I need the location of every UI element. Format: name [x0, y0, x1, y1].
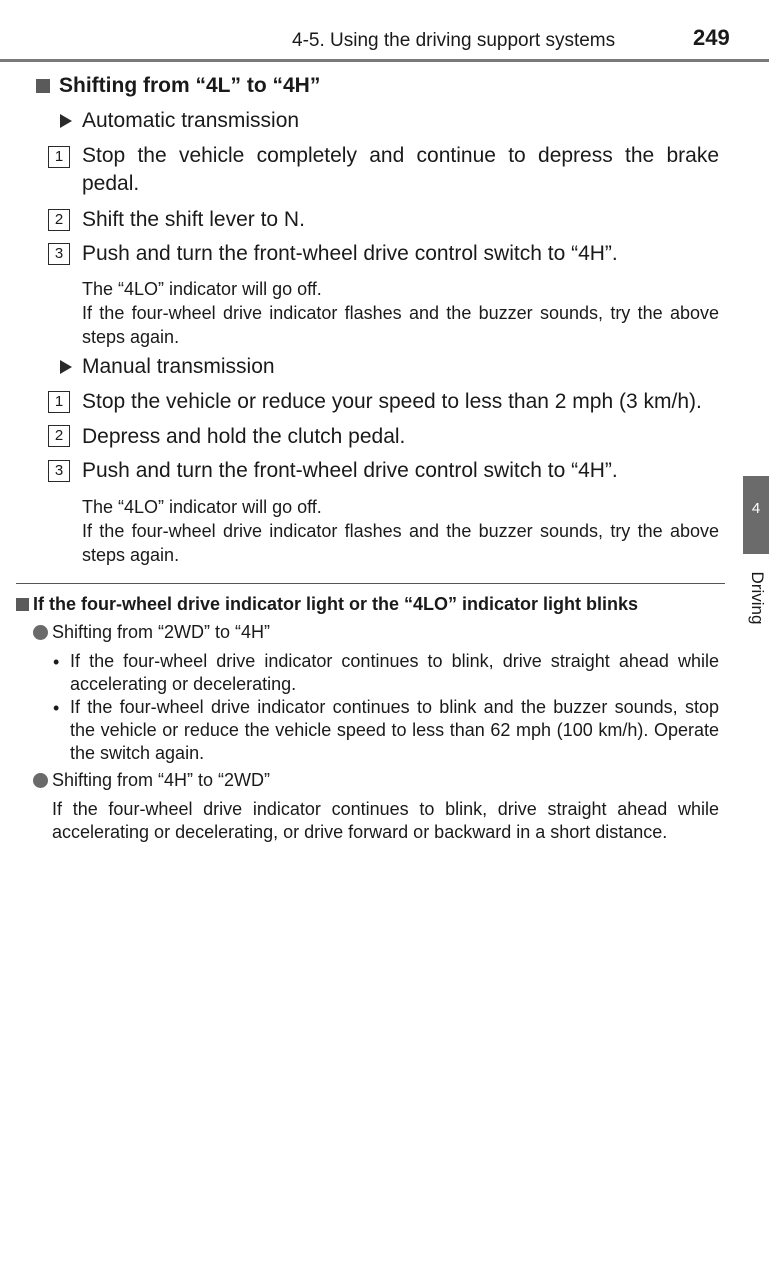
step-number-box: 1 [48, 391, 70, 413]
step-text: Stop the vehicle or reduce your speed to less than 2 mph (3 km/h). [82, 390, 702, 413]
step-number-box: 3 [48, 460, 70, 482]
step-text: Shift the shift lever to N. [82, 208, 305, 231]
circle-bullet-icon [33, 625, 48, 640]
step-text: Depress and hold the clutch pedal. [82, 425, 406, 448]
paragraph-text: If the four-wheel drive indicator continues to blink, drive straight ahead while accelerating or decelerating, or drive forward or backward in a short distance. [52, 799, 719, 842]
note-text: The “4LO” indicator will go off. [82, 497, 322, 517]
section-heading-text: Shifting from “4L” to “4H” [59, 74, 321, 97]
triangle-bullet-icon [60, 114, 72, 128]
chapter-label [742, 566, 769, 630]
note-text: The “4LO” indicator will go off. [82, 279, 322, 299]
subheading-2wd-to-4h: Shifting from “2WD” to “4H” [33, 620, 270, 644]
section-title: 4-5. Using the driving support systems [292, 30, 616, 51]
note-text: If the four-wheel drive indicator flashes and the buzzer sounds, try the above steps again. [82, 303, 719, 347]
bullet-text: If the four-wheel drive indicator continues to blink and the buzzer sounds, stop the vehicle or reduce the vehicle speed to less than 62 mph (100 km/h). Operate the switch again. [70, 697, 719, 763]
page-number: 249 [693, 25, 730, 50]
subsection-heading-text: If the four-wheel drive indicator light or the “4LO” indicator light blinks [33, 594, 639, 614]
header-divider [0, 59, 769, 62]
note-text: If the four-wheel drive indicator flashes and the buzzer sounds, try the above steps again. [82, 521, 719, 565]
bullet-icon: • [53, 652, 60, 672]
square-bullet-icon [36, 79, 50, 93]
manual-transmission-label: Manual transmission [60, 354, 275, 380]
step-number-box: 3 [48, 243, 70, 265]
chapter-tab: 4 [743, 476, 769, 554]
section-heading [36, 73, 320, 99]
step-text: Stop the vehicle completely and continue to depress the brake pedal. [82, 144, 719, 195]
bullet-text: If the four-wheel drive indicator continues to blink, drive straight ahead while accelerating or decelerating. [70, 651, 719, 694]
step-text: Push and turn the front-wheel drive control switch to “4H”. [82, 459, 618, 482]
step-number-box: 2 [48, 209, 70, 231]
triangle-bullet-icon [60, 360, 72, 374]
section-divider [16, 583, 725, 584]
circle-bullet-icon [33, 773, 48, 788]
step-number-box: 2 [48, 425, 70, 447]
automatic-transmission-label: Automatic transmission [60, 108, 299, 134]
subsection-heading [16, 592, 638, 616]
step-text: Push and turn the front-wheel drive control switch to “4H”. [82, 242, 618, 265]
chapter-label-text: Driving [748, 571, 767, 625]
step-number-box: 1 [48, 146, 70, 168]
subheading-4h-to-2wd: Shifting from “4H” to “2WD” [33, 768, 270, 792]
bullet-icon: • [53, 698, 60, 718]
square-bullet-icon [16, 598, 29, 611]
